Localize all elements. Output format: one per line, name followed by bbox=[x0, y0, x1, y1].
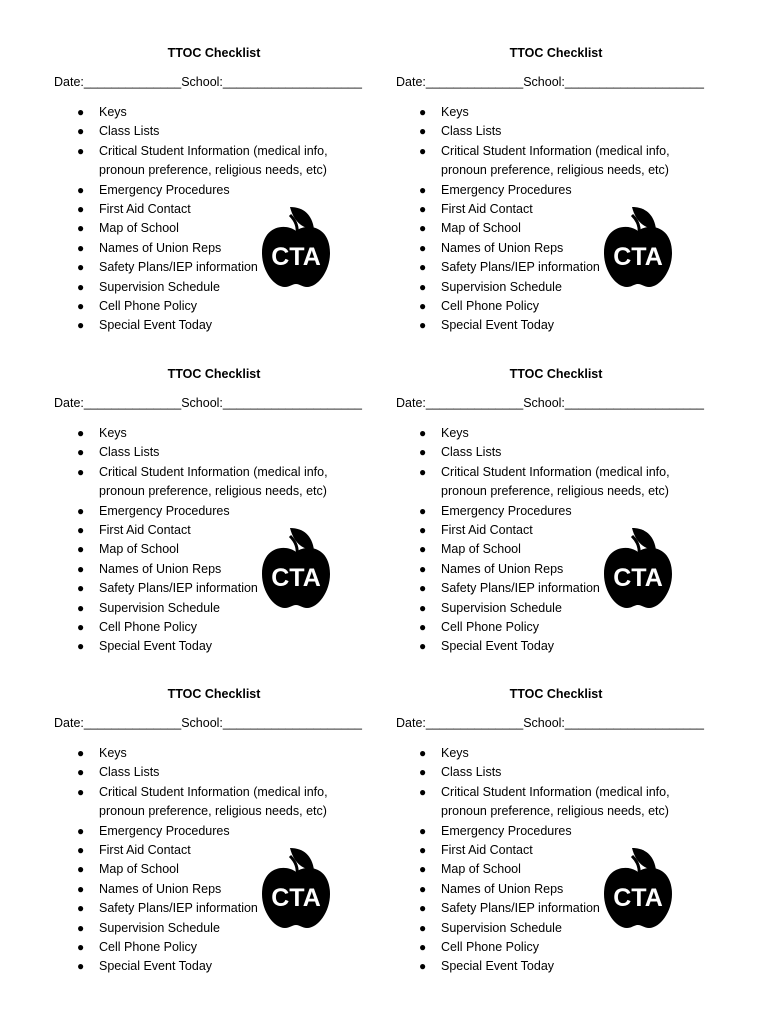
bullet-icon: ● bbox=[419, 182, 427, 197]
bullet-icon: ● bbox=[419, 240, 427, 255]
checklist-item-label: Map of School bbox=[441, 221, 521, 236]
bullet-icon: ● bbox=[77, 862, 85, 877]
checklist-item-label: Keys bbox=[99, 105, 127, 119]
cta-logo-text: CTA bbox=[613, 243, 663, 271]
bullet-icon: ● bbox=[77, 581, 85, 596]
checklist-item-label: Cell Phone Policy bbox=[99, 620, 197, 635]
checklist-item bbox=[418, 637, 691, 656]
bullet-icon: ● bbox=[419, 124, 427, 139]
checklist-title: TTOC Checklist bbox=[509, 46, 603, 60]
checklist-item bbox=[418, 103, 691, 122]
bullet-icon: ● bbox=[77, 143, 85, 158]
bullet-icon: ● bbox=[77, 105, 85, 119]
date-school-line: Date:______________School:____________________ bbox=[54, 75, 362, 89]
checklist-item-label: Keys bbox=[441, 746, 469, 760]
checklist-item bbox=[418, 783, 691, 822]
checklist-item-label: Critical Student Information (medical info, pronoun preference, religious needs, etc) bbox=[99, 464, 328, 499]
bullet-icon: ● bbox=[77, 561, 85, 576]
checklist-item-label: Safety Plans/IEP information bbox=[99, 260, 258, 275]
checklist-item bbox=[418, 443, 691, 462]
checklist-item-label: Supervision Schedule bbox=[441, 920, 562, 935]
checklist-item bbox=[418, 181, 691, 200]
checklist-item-label: Critical Student Information (medical info, pronoun preference, religious needs, etc) bbox=[441, 464, 670, 499]
checklist-item-label: First Aid Contact bbox=[99, 523, 191, 538]
checklist-item-label: First Aid Contact bbox=[99, 202, 191, 217]
bullet-icon: ● bbox=[419, 279, 427, 294]
checklist-item-label: Map of School bbox=[99, 542, 179, 557]
checklist-item bbox=[76, 443, 349, 462]
checklist-item bbox=[418, 763, 691, 782]
checklist-item bbox=[418, 957, 691, 976]
checklist-item-label: Names of Union Reps bbox=[441, 881, 564, 896]
bullet-icon: ● bbox=[419, 581, 427, 596]
checklist-item-label: Safety Plans/IEP information bbox=[99, 581, 258, 596]
checklist-item-label: Names of Union Reps bbox=[99, 561, 222, 576]
checklist-item-label: Special Event Today bbox=[99, 959, 213, 974]
bullet-icon: ● bbox=[77, 920, 85, 935]
cta-apple-logo bbox=[602, 846, 674, 930]
bullet-icon: ● bbox=[77, 202, 85, 217]
checklist-item-label: Emergency Procedures bbox=[99, 182, 230, 197]
checklist-item bbox=[76, 763, 349, 782]
bullet-icon: ● bbox=[77, 503, 85, 518]
checklist-item bbox=[418, 618, 691, 637]
bullet-icon: ● bbox=[77, 959, 85, 974]
checklist-title: TTOC Checklist bbox=[167, 46, 261, 60]
checklist-item bbox=[76, 424, 349, 443]
checklist-item bbox=[418, 424, 691, 443]
bullet-icon: ● bbox=[419, 318, 427, 333]
bullet-icon: ● bbox=[419, 426, 427, 440]
checklist-card-row3-left bbox=[54, 686, 384, 996]
bullet-icon: ● bbox=[77, 318, 85, 333]
checklist-item-label: Map of School bbox=[99, 221, 179, 236]
checklist-item-label: Class Lists bbox=[441, 124, 502, 139]
checklist-item-label: Class Lists bbox=[441, 445, 502, 460]
checklist-item-label: Names of Union Reps bbox=[441, 561, 564, 576]
checklist-item bbox=[76, 618, 349, 637]
bullet-icon: ● bbox=[419, 445, 427, 460]
checklist-item bbox=[418, 297, 691, 316]
checklist-item-label: Keys bbox=[441, 426, 469, 440]
checklist-item-label: Critical Student Information (medical info, pronoun preference, religious needs, etc) bbox=[99, 143, 328, 178]
checklist-title: TTOC Checklist bbox=[167, 687, 261, 701]
checklist-item-label: Emergency Procedures bbox=[99, 503, 230, 518]
checklist-item-label: Supervision Schedule bbox=[99, 920, 220, 935]
checklist-item-label: Cell Phone Policy bbox=[441, 940, 539, 955]
checklist-item-label: Map of School bbox=[441, 542, 521, 557]
checklist-item-label: Class Lists bbox=[99, 445, 160, 460]
bullet-icon: ● bbox=[419, 901, 427, 916]
bullet-icon: ● bbox=[419, 523, 427, 538]
checklist-item-label: Cell Phone Policy bbox=[99, 940, 197, 955]
bullet-icon: ● bbox=[77, 940, 85, 955]
checklist-card-row1-left bbox=[54, 45, 384, 355]
bullet-icon: ● bbox=[419, 823, 427, 838]
bullet-icon: ● bbox=[77, 279, 85, 294]
bullet-icon: ● bbox=[77, 639, 85, 654]
checklist-item bbox=[76, 744, 349, 763]
bullet-icon: ● bbox=[77, 765, 85, 780]
bullet-icon: ● bbox=[77, 426, 85, 440]
cta-logo-text: CTA bbox=[613, 884, 663, 912]
date-school-line: Date:______________School:____________________ bbox=[396, 396, 704, 410]
checklist-card-row3-right bbox=[396, 686, 726, 996]
checklist-item bbox=[76, 822, 349, 841]
bullet-icon: ● bbox=[419, 542, 427, 557]
bullet-icon: ● bbox=[77, 901, 85, 916]
checklist-item bbox=[76, 957, 349, 976]
checklist-item-label: Special Event Today bbox=[99, 639, 213, 654]
bullet-icon: ● bbox=[77, 464, 85, 479]
checklist-item-label: Map of School bbox=[99, 862, 179, 877]
checklist-item-label: First Aid Contact bbox=[99, 843, 191, 858]
checklist-item bbox=[418, 316, 691, 335]
checklist-item-label: Emergency Procedures bbox=[441, 182, 572, 197]
cta-apple-logo bbox=[260, 526, 332, 610]
date-school-line: Date:______________School:____________________ bbox=[396, 716, 704, 730]
bullet-icon: ● bbox=[419, 765, 427, 780]
checklist-item-label: Class Lists bbox=[441, 765, 502, 780]
date-school-line: Date:______________School:____________________ bbox=[54, 716, 362, 730]
bullet-icon: ● bbox=[77, 445, 85, 460]
bullet-icon: ● bbox=[419, 600, 427, 615]
checklist-item bbox=[76, 463, 349, 502]
checklist-item-label: Cell Phone Policy bbox=[99, 299, 197, 314]
cta-apple-logo bbox=[260, 846, 332, 930]
bullet-icon: ● bbox=[419, 881, 427, 896]
checklist-item-label: Cell Phone Policy bbox=[441, 620, 539, 635]
checklist-item-label: First Aid Contact bbox=[441, 202, 533, 217]
bullet-icon: ● bbox=[419, 843, 427, 858]
checklist-title: TTOC Checklist bbox=[509, 367, 603, 381]
cta-logo-text: CTA bbox=[613, 564, 663, 592]
checklist-item bbox=[76, 502, 349, 521]
checklist-item-label: Names of Union Reps bbox=[99, 240, 222, 255]
bullet-icon: ● bbox=[419, 620, 427, 635]
checklist-item bbox=[418, 744, 691, 763]
checklist-item bbox=[418, 502, 691, 521]
bullet-icon: ● bbox=[77, 843, 85, 858]
bullet-icon: ● bbox=[419, 202, 427, 217]
bullet-icon: ● bbox=[419, 221, 427, 236]
checklist-item-label: Safety Plans/IEP information bbox=[99, 901, 258, 916]
checklist-item-label: Class Lists bbox=[99, 765, 160, 780]
bullet-icon: ● bbox=[77, 784, 85, 799]
cta-logo-text: CTA bbox=[271, 564, 321, 592]
checklist-item-label: Critical Student Information (medical info, pronoun preference, religious needs, etc) bbox=[441, 143, 670, 178]
checklist-item bbox=[76, 938, 349, 957]
checklist-item bbox=[76, 783, 349, 822]
checklist-item-label: Supervision Schedule bbox=[441, 600, 562, 615]
bullet-icon: ● bbox=[419, 105, 427, 119]
checklist-item-label: Names of Union Reps bbox=[99, 881, 222, 896]
checklist-card-row1-right bbox=[396, 45, 726, 355]
checklist-title: TTOC Checklist bbox=[509, 687, 603, 701]
checklist-item-label: Supervision Schedule bbox=[99, 600, 220, 615]
bullet-icon: ● bbox=[77, 221, 85, 236]
bullet-icon: ● bbox=[419, 959, 427, 974]
checklist-item-label: Special Event Today bbox=[99, 318, 213, 333]
checklist-item bbox=[76, 142, 349, 181]
checklist-item-label: Map of School bbox=[441, 862, 521, 877]
cta-logo-text: CTA bbox=[271, 884, 321, 912]
checklist-item-label: Emergency Procedures bbox=[99, 823, 230, 838]
bullet-icon: ● bbox=[77, 823, 85, 838]
bullet-icon: ● bbox=[77, 600, 85, 615]
checklist-item bbox=[76, 297, 349, 316]
bullet-icon: ● bbox=[419, 503, 427, 518]
cta-logo-text: CTA bbox=[271, 243, 321, 271]
checklist-item-label: Emergency Procedures bbox=[441, 823, 572, 838]
date-school-line: Date:______________School:____________________ bbox=[54, 396, 362, 410]
checklist-item bbox=[76, 103, 349, 122]
checklist-item-label: Cell Phone Policy bbox=[441, 299, 539, 314]
bullet-icon: ● bbox=[419, 299, 427, 314]
checklist-item-label: First Aid Contact bbox=[441, 523, 533, 538]
bullet-icon: ● bbox=[419, 746, 427, 760]
bullet-icon: ● bbox=[419, 920, 427, 935]
checklist-title: TTOC Checklist bbox=[167, 367, 261, 381]
checklist-item-label: Names of Union Reps bbox=[441, 240, 564, 255]
checklist-card-row2-right bbox=[396, 366, 726, 676]
bullet-icon: ● bbox=[419, 464, 427, 479]
checklist-item-label: Safety Plans/IEP information bbox=[441, 581, 600, 596]
checklist-card-row2-left bbox=[54, 366, 384, 676]
checklist-item-label: Class Lists bbox=[99, 124, 160, 139]
bullet-icon: ● bbox=[419, 862, 427, 877]
checklist-item bbox=[76, 316, 349, 335]
bullet-icon: ● bbox=[419, 784, 427, 799]
checklist-item bbox=[76, 181, 349, 200]
date-school-line: Date:______________School:____________________ bbox=[396, 75, 704, 89]
cta-apple-logo bbox=[602, 526, 674, 610]
checklist-item-label: Supervision Schedule bbox=[99, 279, 220, 294]
bullet-icon: ● bbox=[77, 881, 85, 896]
bullet-icon: ● bbox=[419, 561, 427, 576]
checklist-item-label: Critical Student Information (medical info, pronoun preference, religious needs, etc) bbox=[99, 784, 328, 819]
checklist-item bbox=[418, 822, 691, 841]
bullet-icon: ● bbox=[77, 542, 85, 557]
bullet-icon: ● bbox=[77, 523, 85, 538]
checklist-item-label: Keys bbox=[99, 746, 127, 760]
checklist-item-label: First Aid Contact bbox=[441, 843, 533, 858]
bullet-icon: ● bbox=[77, 240, 85, 255]
checklist-item bbox=[418, 142, 691, 181]
bullet-icon: ● bbox=[419, 940, 427, 955]
bullet-icon: ● bbox=[77, 124, 85, 139]
bullet-icon: ● bbox=[77, 620, 85, 635]
bullet-icon: ● bbox=[419, 260, 427, 275]
checklist-item-label: Critical Student Information (medical info, pronoun preference, religious needs, etc) bbox=[441, 784, 670, 819]
bullet-icon: ● bbox=[419, 639, 427, 654]
checklist-item-label: Supervision Schedule bbox=[441, 279, 562, 294]
checklist-item-label: Keys bbox=[441, 105, 469, 119]
cta-apple-logo bbox=[602, 205, 674, 289]
checklist-item bbox=[76, 122, 349, 141]
checklist-item bbox=[418, 938, 691, 957]
checklist-item-label: Special Event Today bbox=[441, 639, 555, 654]
bullet-icon: ● bbox=[77, 260, 85, 275]
checklist-item-label: Special Event Today bbox=[441, 959, 555, 974]
checklist-item-label: Special Event Today bbox=[441, 318, 555, 333]
checklist-item-label: Safety Plans/IEP information bbox=[441, 901, 600, 916]
bullet-icon: ● bbox=[77, 182, 85, 197]
checklist-item-label: Emergency Procedures bbox=[441, 503, 572, 518]
bullet-icon: ● bbox=[419, 143, 427, 158]
cta-apple-logo bbox=[260, 205, 332, 289]
checklist-item bbox=[76, 637, 349, 656]
checklist-item-label: Keys bbox=[99, 426, 127, 440]
checklist-item bbox=[418, 463, 691, 502]
checklist-item bbox=[418, 122, 691, 141]
bullet-icon: ● bbox=[77, 746, 85, 760]
bullet-icon: ● bbox=[77, 299, 85, 314]
checklist-item-label: Safety Plans/IEP information bbox=[441, 260, 600, 275]
